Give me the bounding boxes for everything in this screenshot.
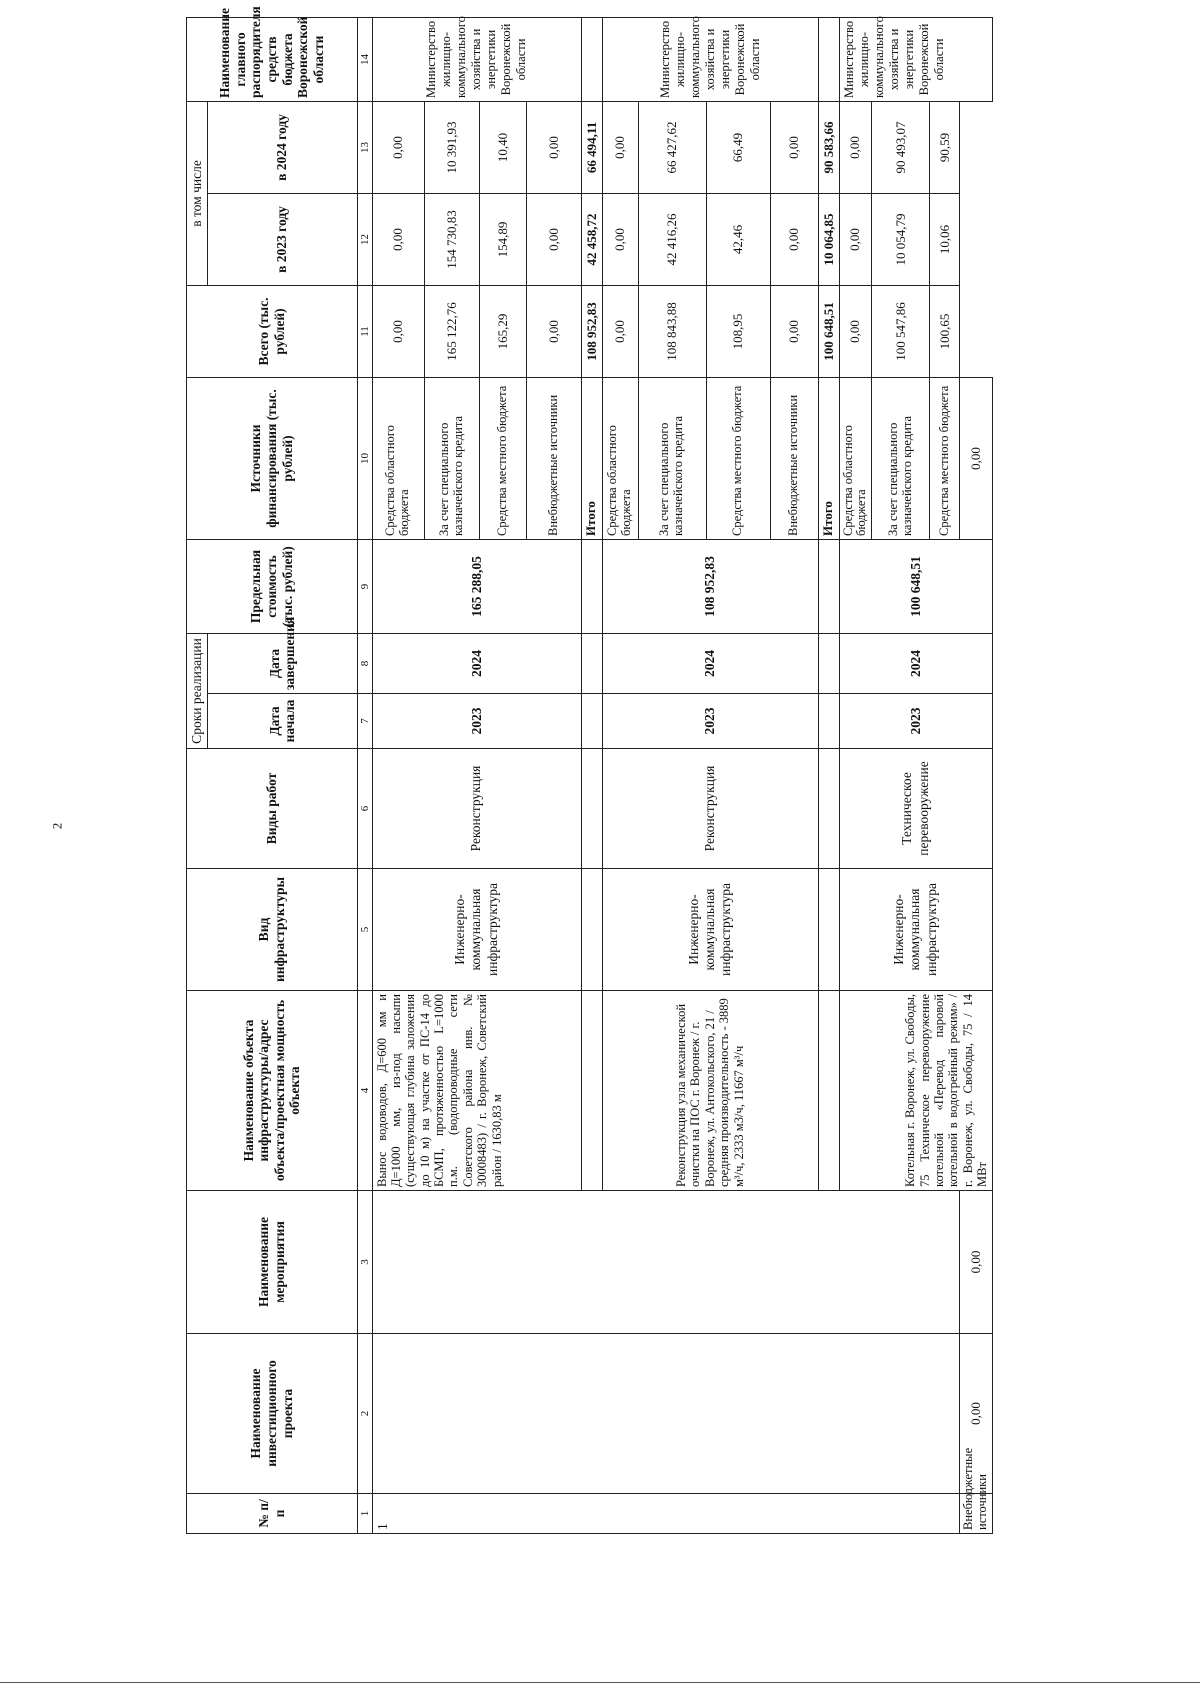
source-label: Внебюджетные источники <box>526 377 581 539</box>
total-value: 0,00 <box>372 285 424 377</box>
column-number-row <box>357 17 372 1533</box>
value-2023: 10 054,79 <box>872 193 930 285</box>
col-number: 7 <box>357 694 372 749</box>
empty-cell <box>581 17 602 101</box>
header-ministry: Наименование главного распорядителя средств бюджета Воронежской области <box>187 17 358 101</box>
total-value: 0,00 <box>839 285 872 377</box>
header-including: в том числе <box>187 101 208 285</box>
header-2023: в 2023 году <box>207 193 357 285</box>
header-sources: Источники финансирования (тыс. рублей) <box>187 377 358 539</box>
total-value: 108 843,88 <box>638 285 706 377</box>
value-2024: 0,00 <box>602 101 638 193</box>
ministry-name: Министерство жилищно-коммунального хозяйства и энергетики Воронежской области <box>839 17 992 101</box>
infra-type: Инженерно-коммунальная инфраструктура <box>839 869 992 991</box>
header-2024: в 2024 году <box>207 101 357 193</box>
total-value: 100 648,51 <box>818 285 839 377</box>
bottom-rule <box>0 1682 1200 1683</box>
col-number: 4 <box>357 991 372 1191</box>
col-number: 14 <box>357 17 372 101</box>
investment-table <box>186 6 993 1534</box>
infra-type: Инженерно-коммунальная инфраструктура <box>372 869 581 991</box>
total-value: 165 122,76 <box>424 285 479 377</box>
ministry-name: Министерство жилищно-коммунального хозяйства и энергетики Воронежской области <box>602 17 818 101</box>
empty-cell <box>818 17 839 101</box>
value-2024: 0,00 <box>960 377 993 539</box>
value-2024: 90,59 <box>930 101 960 193</box>
value-2024: 10,40 <box>479 101 526 193</box>
header-total: Всего (тыс. рублей) <box>187 285 358 377</box>
header-project: Наименование инвестиционного проекта <box>187 1334 358 1494</box>
col-number: 13 <box>357 101 372 193</box>
value-2024: 0,00 <box>526 101 581 193</box>
project-cell <box>372 1334 960 1494</box>
header-num: № п/п <box>187 1494 358 1534</box>
limit-cost: 108 952,83 <box>602 539 818 633</box>
work-type: Техническое перевооружение <box>839 749 992 869</box>
source-label: Средства областного бюджета <box>839 377 872 539</box>
col-number: 12 <box>357 193 372 285</box>
start-date: 2023 <box>839 694 992 749</box>
source-label: Средства местного бюджета <box>479 377 526 539</box>
header-infra: Вид инфраструктуры <box>187 869 358 991</box>
object-name: Реконструкция узла механической очистки на ПОС г. Воронеж / г. Воронеж, ул. Антокольского, 21 / средняя производительность - 3889 м³/ч, 2333 м3/ч, 11667 м³/ч <box>602 991 818 1191</box>
table-wrapper <box>186 6 1021 1534</box>
value-2024: 90 493,07 <box>872 101 930 193</box>
value-2023: 42 458,72 <box>581 193 602 285</box>
total-label: Итого <box>581 377 602 539</box>
limit-cost: 165 288,05 <box>372 539 581 633</box>
value-2023: 154,89 <box>479 193 526 285</box>
value-2023: 0,00 <box>372 193 424 285</box>
empty-cell <box>581 633 602 693</box>
value-2023: 0,00 <box>770 193 818 285</box>
col-number: 6 <box>357 749 372 869</box>
start-date: 2023 <box>372 694 581 749</box>
value-2024: 90 583,66 <box>818 101 839 193</box>
source-label: Средства местного бюджета <box>930 377 960 539</box>
total-value: 0,00 <box>526 285 581 377</box>
header-end: Дата завершения <box>207 633 357 693</box>
col-number: 1 <box>357 1494 372 1534</box>
empty-cell <box>581 869 602 991</box>
ministry-name: Министерство жилищно-коммунального хозяйства и энергетики Воронежской области <box>372 17 581 101</box>
col-number: 5 <box>357 869 372 991</box>
col-number: 9 <box>357 539 372 633</box>
value-2024: 66 427,62 <box>638 101 706 193</box>
source-label: Внебюджетные источники <box>770 377 818 539</box>
row-number: 1 <box>372 1494 960 1534</box>
start-date: 2023 <box>602 694 818 749</box>
value-2024: 0,00 <box>372 101 424 193</box>
header-terms: Сроки реализации <box>187 633 208 748</box>
empty-cell <box>818 869 839 991</box>
measure-cell <box>372 1191 960 1334</box>
empty-cell <box>581 749 602 869</box>
value-2024: 0,00 <box>839 101 872 193</box>
page-number: 2 <box>49 822 65 830</box>
col-number: 8 <box>357 633 372 693</box>
total-value: 165,29 <box>479 285 526 377</box>
empty-cell <box>818 749 839 869</box>
object-name: Котельная г. Воронеж, ул. Свободы, 75 Техническое перевооружение котельной «Перевод паровой котельной в водогрейный режим» / г. Воронеж, ул. Свободы, 75 / 14 МВт <box>839 991 992 1191</box>
header-row-1 <box>187 17 208 1533</box>
value-2023: 154 730,83 <box>424 193 479 285</box>
total-value: 100 547,86 <box>872 285 930 377</box>
empty-cell <box>581 991 602 1191</box>
source-label: Средства областного бюджета <box>602 377 638 539</box>
value-2023: 0,00 <box>602 193 638 285</box>
value-2023: 10 064,85 <box>818 193 839 285</box>
source-label: Внебюджетные источники <box>960 1494 993 1534</box>
end-date: 2024 <box>372 633 581 693</box>
empty-cell <box>818 991 839 1191</box>
rotated-table-area <box>186 6 1021 1534</box>
empty-cell <box>818 694 839 749</box>
header-limit: Предельная стоимость (тыс. рублей) <box>187 539 358 633</box>
value-2024: 66 494,11 <box>581 101 602 193</box>
end-date: 2024 <box>602 633 818 693</box>
value-2023: 10,06 <box>930 193 960 285</box>
header-work: Виды работ <box>187 749 358 869</box>
work-type: Реконструкция <box>372 749 581 869</box>
end-date: 2024 <box>839 633 992 693</box>
infra-type: Инженерно-коммунальная инфраструктура <box>602 869 818 991</box>
table-row <box>372 17 424 1533</box>
empty-cell <box>581 539 602 633</box>
total-value: 108,95 <box>706 285 770 377</box>
work-type: Реконструкция <box>602 749 818 869</box>
value-2023: 0,00 <box>839 193 872 285</box>
source-label: За счет специального казначейского кредита <box>872 377 930 539</box>
header-start: Дата начала <box>207 694 357 749</box>
value-2024: 10 391,93 <box>424 101 479 193</box>
empty-cell <box>581 694 602 749</box>
header-object: Наименование объекта инфраструктуры/адрес объекта/проектная мощность объекта <box>187 991 358 1191</box>
value-2024: 66,49 <box>706 101 770 193</box>
total-value: 108 952,83 <box>581 285 602 377</box>
limit-cost: 100 648,51 <box>839 539 992 633</box>
value-2024: 0,00 <box>770 101 818 193</box>
source-label: Средства областного бюджета <box>372 377 424 539</box>
total-value: 0,00 <box>770 285 818 377</box>
empty-cell <box>818 539 839 633</box>
col-number: 10 <box>357 377 372 539</box>
object-name: Вынос водоводов, Д=600 мм и Д=1000 мм, из-под насыпи (существующая глубина заложения до 10 м) на участке от ПС-14 до БСМП, протяженностью L=1000 п.м. (водопроводные сети Советского района инв. № 30008483) / г. Воронеж, Советский район / 1630,83 м <box>372 991 581 1191</box>
col-number: 11 <box>357 285 372 377</box>
source-label: За счет специального казначейского кредита <box>424 377 479 539</box>
source-label: За счет специального казначейского кредита <box>638 377 706 539</box>
total-label: Итого <box>818 377 839 539</box>
value-2023: 0,00 <box>526 193 581 285</box>
value-2023: 42 416,26 <box>638 193 706 285</box>
col-number: 2 <box>357 1334 372 1494</box>
col-number: 3 <box>357 1191 372 1334</box>
value-2023: 0,00 <box>960 1191 993 1334</box>
empty-cell <box>818 633 839 693</box>
total-value: 0,00 <box>960 1334 993 1494</box>
total-value: 0,00 <box>602 285 638 377</box>
source-label: Средства местного бюджета <box>706 377 770 539</box>
total-value: 100,65 <box>930 285 960 377</box>
header-measure: Наименование мероприятия <box>187 1191 358 1334</box>
value-2023: 42,46 <box>706 193 770 285</box>
